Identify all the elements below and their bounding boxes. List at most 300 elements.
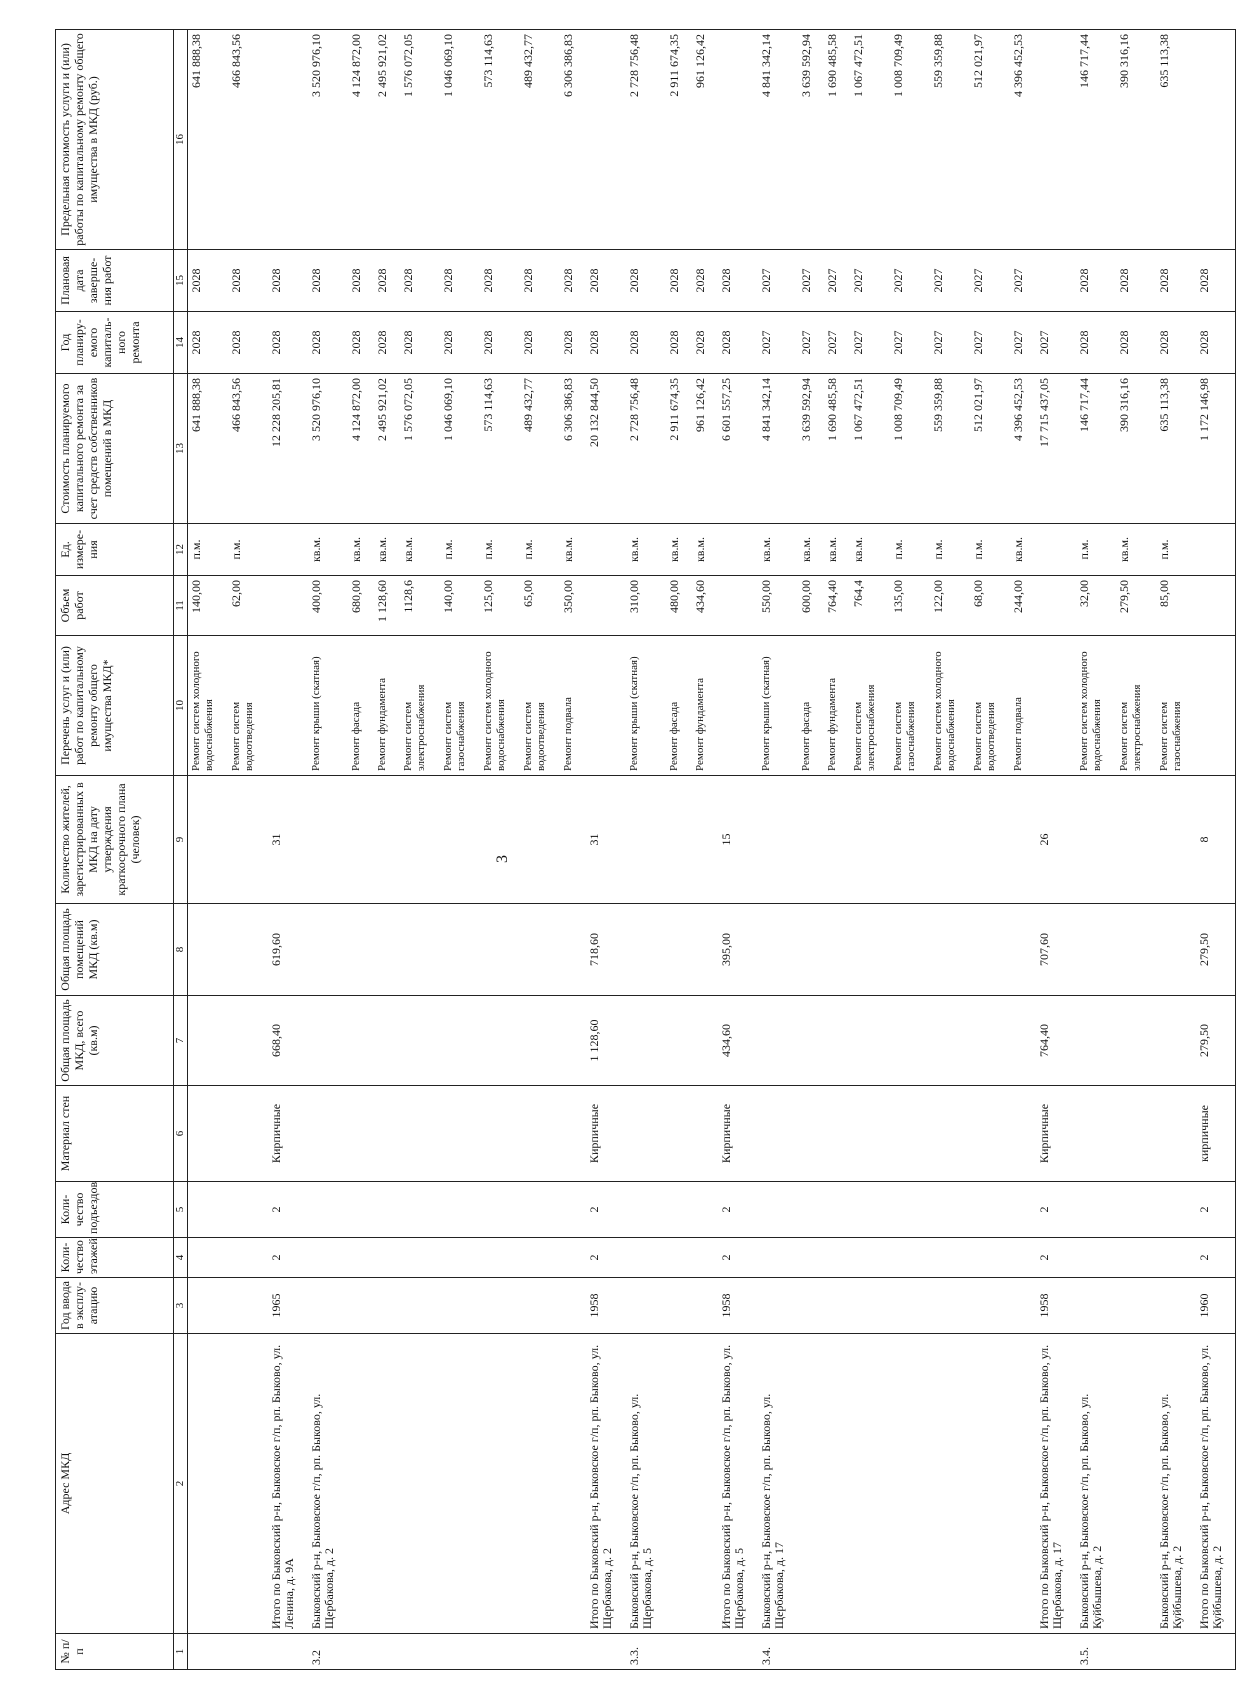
- table-cell-col-1: [440, 1634, 480, 1670]
- table-cell-col-3: [1156, 1278, 1196, 1334]
- table-cell-col-12: кв.м.: [824, 524, 850, 576]
- table-cell-col-15: 2027: [824, 250, 850, 312]
- table-cell-col-3: [480, 1278, 520, 1334]
- table-cell-col-5: [850, 1182, 890, 1238]
- table-cell-col-11: 68,00: [970, 576, 1010, 636]
- table-cell-col-1: [798, 1634, 824, 1670]
- table-cell-col-12: кв.м.: [560, 524, 586, 576]
- table-cell-col-3: [1116, 1278, 1156, 1334]
- table-row: [1036, 30, 1076, 1670]
- table-cell-col-2: [970, 1334, 1010, 1634]
- table-cell-col-12: кв.м.: [374, 524, 400, 576]
- table-cell-col-5: [824, 1182, 850, 1238]
- table-cell-col-16: 641 888,38: [188, 30, 228, 250]
- table-cell-col-1: [188, 1634, 228, 1670]
- table-row: [520, 30, 560, 1670]
- table-cell-col-5: [188, 1182, 228, 1238]
- column-number-cell: 9: [174, 776, 188, 904]
- table-row: [188, 30, 228, 1670]
- table-cell-col-7: [930, 996, 970, 1086]
- table-cell-col-5: [1116, 1182, 1156, 1238]
- table-cell-col-9: [798, 776, 824, 904]
- table-cell-col-14: 2028: [400, 312, 440, 374]
- table-cell-col-12: п.м.: [930, 524, 970, 576]
- table-cell-col-12: кв.м.: [1010, 524, 1036, 576]
- table-cell-col-5: [374, 1182, 400, 1238]
- table-cell-col-6: [1116, 1086, 1156, 1182]
- table-cell-col-4: [1076, 1238, 1116, 1278]
- table-row: [1076, 30, 1116, 1670]
- table-row: [1156, 30, 1196, 1670]
- table-cell-col-14: 2028: [268, 312, 308, 374]
- table-cell-col-11: 1128,6: [400, 576, 440, 636]
- table-cell-col-2: Итого по Быковский р-н, Быковское г/п, рп. Быково, ул. Куйбышева, д. 2: [1196, 1334, 1236, 1634]
- table-cell-col-16: 4 396 452,53: [1010, 30, 1036, 250]
- repair-plan-sheet: [55, 30, 1224, 1670]
- table-cell-col-4: [400, 1238, 440, 1278]
- table-cell-col-11: 310,00: [626, 576, 666, 636]
- table-cell-col-15: 2028: [1116, 250, 1156, 312]
- table-cell-col-5: [1076, 1182, 1116, 1238]
- table-row: [890, 30, 930, 1670]
- table-cell-col-13: 2 495 921,02: [374, 374, 400, 524]
- table-cell-col-2: [666, 1334, 692, 1634]
- table-row: [1116, 30, 1156, 1670]
- table-cell-col-2: [520, 1334, 560, 1634]
- table-cell-col-13: 6 601 557,25: [718, 374, 758, 524]
- table-cell-col-3: [188, 1278, 228, 1334]
- table-cell-col-6: кирпичные: [1196, 1086, 1236, 1182]
- table-cell-col-12: кв.м.: [850, 524, 890, 576]
- table-cell-col-13: 512 021,97: [970, 374, 1010, 524]
- table-cell-col-8: [890, 904, 930, 996]
- table-cell-col-6: [560, 1086, 586, 1182]
- column-number-cell: 3: [174, 1278, 188, 1334]
- table-cell-col-10: Ремонт фасада: [798, 636, 824, 776]
- table-cell-col-13: 1 008 709,49: [890, 374, 930, 524]
- table-cell-col-16: 3 639 592,94: [798, 30, 824, 250]
- table-cell-col-5: [970, 1182, 1010, 1238]
- table-cell-col-2: [228, 1334, 268, 1634]
- page-number: 3: [494, 855, 511, 863]
- table-cell-col-15: 2027: [758, 250, 798, 312]
- table-cell-col-9: [1156, 776, 1196, 904]
- table-cell-col-6: Кирпичные: [268, 1086, 308, 1182]
- table-cell-col-5: [520, 1182, 560, 1238]
- table-cell-col-5: [666, 1182, 692, 1238]
- table-cell-col-2: Итого по Быковский р-н, Быковское г/п, рп. Быково, ул. Щербакова, д. 5: [718, 1334, 758, 1634]
- table-cell-col-15: 2028: [374, 250, 400, 312]
- table-cell-col-9: [666, 776, 692, 904]
- table-cell-col-8: [228, 904, 268, 996]
- table-cell-col-5: [890, 1182, 930, 1238]
- table-cell-col-13: 559 359,88: [930, 374, 970, 524]
- table-cell-col-14: 2028: [692, 312, 718, 374]
- table-cell-col-10: [268, 636, 308, 776]
- table-cell-col-15: 2028: [560, 250, 586, 312]
- table-cell-col-16: 2 495 921,02: [374, 30, 400, 250]
- table-cell-col-4: [890, 1238, 930, 1278]
- table-cell-col-12: [1036, 524, 1076, 576]
- table-cell-col-10: Ремонт крыши (скатная): [626, 636, 666, 776]
- table-cell-col-9: [480, 776, 520, 904]
- column-number-cell: 16: [174, 30, 188, 250]
- table-cell-col-16: 2 911 674,35: [666, 30, 692, 250]
- table-row: [268, 30, 308, 1670]
- table-cell-col-14: 2027: [850, 312, 890, 374]
- table-cell-col-14: 2028: [1076, 312, 1116, 374]
- table-cell-col-4: [228, 1238, 268, 1278]
- table-cell-col-1: [374, 1634, 400, 1670]
- table-row: [692, 30, 718, 1670]
- table-cell-col-14: 2028: [520, 312, 560, 374]
- table-cell-col-12: [586, 524, 626, 576]
- table-cell-col-5: [1156, 1182, 1196, 1238]
- table-cell-col-14: 2028: [308, 312, 348, 374]
- table-cell-col-13: 635 113,38: [1156, 374, 1196, 524]
- table-cell-col-11: 135,00: [890, 576, 930, 636]
- table-cell-col-16: 466 843,56: [228, 30, 268, 250]
- table-cell-col-8: [188, 904, 228, 996]
- table-cell-col-6: [692, 1086, 718, 1182]
- table-cell-col-15: 2028: [718, 250, 758, 312]
- table-cell-col-14: 2027: [890, 312, 930, 374]
- table-cell-col-16: [718, 30, 758, 250]
- table-cell-col-4: 2: [1036, 1238, 1076, 1278]
- table-cell-col-5: [626, 1182, 666, 1238]
- table-cell-col-14: 2028: [188, 312, 228, 374]
- table-cell-col-4: [930, 1238, 970, 1278]
- table-row: [348, 30, 374, 1670]
- table-cell-col-1: [850, 1634, 890, 1670]
- table-cell-col-10: Ремонт фундамента: [692, 636, 718, 776]
- table-cell-col-14: 2028: [348, 312, 374, 374]
- table-cell-col-8: [758, 904, 798, 996]
- table-cell-col-5: [798, 1182, 824, 1238]
- table-cell-col-11: [718, 576, 758, 636]
- table-cell-col-8: [308, 904, 348, 996]
- table-cell-col-13: 641 888,38: [188, 374, 228, 524]
- table-cell-col-8: [930, 904, 970, 996]
- column-number-cell: 7: [174, 996, 188, 1086]
- table-cell-col-4: [692, 1238, 718, 1278]
- table-cell-col-6: Кирпичные: [1036, 1086, 1076, 1182]
- table-cell-col-16: 1 690 485,58: [824, 30, 850, 250]
- table-cell-col-11: 350,00: [560, 576, 586, 636]
- table-cell-col-14: 2028: [626, 312, 666, 374]
- table-cell-col-6: [824, 1086, 850, 1182]
- header-cell: Ед. измере-ния: [56, 524, 174, 576]
- table-cell-col-3: 1965: [268, 1278, 308, 1334]
- table-cell-col-6: [348, 1086, 374, 1182]
- table-row: [666, 30, 692, 1670]
- table-cell-col-13: 1 690 485,58: [824, 374, 850, 524]
- table-cell-col-5: [758, 1182, 798, 1238]
- table-cell-col-9: 15: [718, 776, 758, 904]
- table-cell-col-9: [1010, 776, 1036, 904]
- table-cell-col-13: 1 576 072,05: [400, 374, 440, 524]
- table-body: [188, 30, 1236, 1670]
- table-cell-col-11: 680,00: [348, 576, 374, 636]
- table-cell-col-6: [626, 1086, 666, 1182]
- table-cell-col-16: 961 126,42: [692, 30, 718, 250]
- table-row: [308, 30, 348, 1670]
- column-number-cell: 11: [174, 576, 188, 636]
- table-cell-col-2: [890, 1334, 930, 1634]
- table-cell-col-1: [480, 1634, 520, 1670]
- table-cell-col-15: 2028: [586, 250, 626, 312]
- table-cell-col-5: [480, 1182, 520, 1238]
- table-cell-col-11: 125,00: [480, 576, 520, 636]
- table-cell-col-6: [374, 1086, 400, 1182]
- table-cell-col-9: [1076, 776, 1116, 904]
- table-cell-col-6: [666, 1086, 692, 1182]
- table-cell-col-4: [560, 1238, 586, 1278]
- table-cell-col-9: [440, 776, 480, 904]
- table-cell-col-2: [560, 1334, 586, 1634]
- table-cell-col-12: п.м.: [440, 524, 480, 576]
- table-row: [480, 30, 520, 1670]
- table-cell-col-7: [400, 996, 440, 1086]
- table-cell-col-7: [374, 996, 400, 1086]
- table-cell-col-7: [308, 996, 348, 1086]
- table-cell-col-11: 62,00: [228, 576, 268, 636]
- table-cell-col-12: кв.м.: [758, 524, 798, 576]
- table-cell-col-7: [188, 996, 228, 1086]
- table-cell-col-10: [1196, 636, 1236, 776]
- table-cell-col-8: [798, 904, 824, 996]
- table-cell-col-11: 65,00: [520, 576, 560, 636]
- table-cell-col-2: [440, 1334, 480, 1634]
- table-cell-col-10: Ремонт систем водоотведения: [970, 636, 1010, 776]
- table-cell-col-3: [440, 1278, 480, 1334]
- table-cell-col-10: Ремонт фасада: [348, 636, 374, 776]
- table-cell-col-5: [440, 1182, 480, 1238]
- table-cell-col-16: [1196, 30, 1236, 250]
- table-cell-col-5: 2: [1196, 1182, 1236, 1238]
- table-cell-col-2: [798, 1334, 824, 1634]
- table-cell-col-6: [228, 1086, 268, 1182]
- table-cell-col-11: 600,00: [798, 576, 824, 636]
- table-cell-col-12: п.м.: [1076, 524, 1116, 576]
- table-cell-col-12: кв.м.: [348, 524, 374, 576]
- table-cell-col-6: [400, 1086, 440, 1182]
- table-cell-col-4: 2: [268, 1238, 308, 1278]
- table-cell-col-16: 1 046 069,10: [440, 30, 480, 250]
- table-cell-col-9: [930, 776, 970, 904]
- table-cell-col-4: [798, 1238, 824, 1278]
- table-cell-col-12: п.м.: [890, 524, 930, 576]
- table-cell-col-12: [718, 524, 758, 576]
- table-cell-col-14: 2028: [228, 312, 268, 374]
- table-cell-col-8: [480, 904, 520, 996]
- table-cell-col-12: кв.м.: [666, 524, 692, 576]
- table-row: [1196, 30, 1236, 1670]
- table-cell-col-10: Ремонт крыши (скатная): [758, 636, 798, 776]
- table-cell-col-4: [666, 1238, 692, 1278]
- table-cell-col-3: 1960: [1196, 1278, 1236, 1334]
- table-cell-col-6: [480, 1086, 520, 1182]
- table-cell-col-2: Итого по Быковский р-н, Быковское г/п, рп. Быково, ул. Щербакова, д. 2: [586, 1334, 626, 1634]
- table-cell-col-14: 2028: [480, 312, 520, 374]
- table-cell-col-16: 2 728 756,48: [626, 30, 666, 250]
- table-cell-col-4: [1156, 1238, 1196, 1278]
- table-cell-col-10: [1036, 636, 1076, 776]
- table-cell-col-7: [666, 996, 692, 1086]
- table-cell-col-13: 1 046 069,10: [440, 374, 480, 524]
- table-cell-col-7: 668,40: [268, 996, 308, 1086]
- table-cell-col-15: 2028: [308, 250, 348, 312]
- table-cell-col-8: 395,00: [718, 904, 758, 996]
- table-cell-col-5: 2: [718, 1182, 758, 1238]
- table-cell-col-3: [348, 1278, 374, 1334]
- table-cell-col-10: Ремонт систем газоснабжения: [1156, 636, 1196, 776]
- table-cell-col-9: [758, 776, 798, 904]
- table-cell-col-15: 2028: [188, 250, 228, 312]
- table-cell-col-12: п.м.: [1156, 524, 1196, 576]
- table-cell-col-5: 2: [268, 1182, 308, 1238]
- table-cell-col-1: 3.5.: [1076, 1634, 1116, 1670]
- table-cell-col-3: [626, 1278, 666, 1334]
- table-cell-col-13: 3 520 976,10: [308, 374, 348, 524]
- table-cell-col-4: [308, 1238, 348, 1278]
- table-cell-col-9: 31: [586, 776, 626, 904]
- table-cell-col-6: [798, 1086, 824, 1182]
- table-cell-col-9: [520, 776, 560, 904]
- table-cell-col-7: [1156, 996, 1196, 1086]
- table-cell-col-9: [890, 776, 930, 904]
- table-cell-col-16: 559 359,88: [930, 30, 970, 250]
- table-cell-col-11: 244,00: [1010, 576, 1036, 636]
- table-cell-col-13: 573 114,63: [480, 374, 520, 524]
- table-cell-col-10: Ремонт систем электроснабжения: [400, 636, 440, 776]
- table-cell-col-2: [1116, 1334, 1156, 1634]
- table-cell-col-11: [268, 576, 308, 636]
- table-cell-col-13: 961 126,42: [692, 374, 718, 524]
- table-cell-col-1: [970, 1634, 1010, 1670]
- table-cell-col-4: [374, 1238, 400, 1278]
- table-row: [228, 30, 268, 1670]
- table-cell-col-10: Ремонт систем электроснабжения: [1116, 636, 1156, 776]
- table-cell-col-2: [480, 1334, 520, 1634]
- table-cell-col-2: [930, 1334, 970, 1634]
- table-cell-col-15: 2028: [440, 250, 480, 312]
- table-cell-col-2: Итого по Быковский р-н, Быковское г/п, рп. Быково, ул. Ленина, д. 9А: [268, 1334, 308, 1634]
- table-cell-col-2: [824, 1334, 850, 1634]
- table-cell-col-7: 434,60: [718, 996, 758, 1086]
- header-cell: Общая площадь помещений МКД (кв.м): [56, 904, 174, 996]
- table-cell-col-2: Итого по Быковский р-н, Быковское г/п, рп. Быково, ул. Щербакова, д. 17: [1036, 1334, 1076, 1634]
- table-cell-col-1: 3.3.: [626, 1634, 666, 1670]
- table-cell-col-13: 6 306 386,83: [560, 374, 586, 524]
- table-cell-col-3: [824, 1278, 850, 1334]
- table-cell-col-10: Ремонт систем газоснабжения: [890, 636, 930, 776]
- table-cell-col-14: 2027: [758, 312, 798, 374]
- table-cell-col-8: [440, 904, 480, 996]
- table-cell-col-2: [850, 1334, 890, 1634]
- table-cell-col-9: [400, 776, 440, 904]
- table-cell-col-7: [480, 996, 520, 1086]
- table-cell-col-13: 1 172 146,98: [1196, 374, 1236, 524]
- table-cell-col-1: 3.4.: [758, 1634, 798, 1670]
- table-cell-col-14: 2027: [798, 312, 824, 374]
- table-cell-col-6: [1156, 1086, 1196, 1182]
- table-cell-col-6: [758, 1086, 798, 1182]
- table-cell-col-7: [440, 996, 480, 1086]
- table-row: [718, 30, 758, 1670]
- table-cell-col-5: [400, 1182, 440, 1238]
- table-cell-col-3: [560, 1278, 586, 1334]
- table-cell-col-1: 3.2: [308, 1634, 348, 1670]
- table-cell-col-8: 707,60: [1036, 904, 1076, 996]
- table-cell-col-3: [798, 1278, 824, 1334]
- table-cell-col-3: [758, 1278, 798, 1334]
- column-number-row: [174, 30, 188, 1670]
- table-cell-col-9: [188, 776, 228, 904]
- table-cell-col-6: Кирпичные: [718, 1086, 758, 1182]
- table-cell-col-13: 489 432,77: [520, 374, 560, 524]
- table-cell-col-11: [1196, 576, 1236, 636]
- table-cell-col-10: Ремонт систем холодного водоснабжения: [480, 636, 520, 776]
- table-cell-col-7: [798, 996, 824, 1086]
- table-cell-col-5: 2: [586, 1182, 626, 1238]
- table-cell-col-2: Быковский р-н, Быковское г/п, рп. Быково, ул. Щербакова, д. 17: [758, 1334, 798, 1634]
- table-cell-col-8: [970, 904, 1010, 996]
- table-cell-col-5: 2: [1036, 1182, 1076, 1238]
- table-cell-col-3: [308, 1278, 348, 1334]
- table-cell-col-8: 718,60: [586, 904, 626, 996]
- table-cell-col-14: 2028: [666, 312, 692, 374]
- table-cell-col-2: Быковский р-н, Быковское г/п, рп. Быково, ул. Куйбышева, д. 2: [1076, 1334, 1116, 1634]
- table-cell-col-14: 2028: [374, 312, 400, 374]
- table-row: [798, 30, 824, 1670]
- table-cell-col-14: 2028: [440, 312, 480, 374]
- table-cell-col-4: [626, 1238, 666, 1278]
- table-cell-col-15: 2027: [850, 250, 890, 312]
- header-cell: Адрес МКД: [56, 1334, 174, 1634]
- table-cell-col-15: 2028: [1156, 250, 1196, 312]
- table-cell-col-3: 1958: [586, 1278, 626, 1334]
- table-row: [400, 30, 440, 1670]
- table-cell-col-14: 2028: [1116, 312, 1156, 374]
- table-cell-col-16: [586, 30, 626, 250]
- table-cell-col-7: [850, 996, 890, 1086]
- table-cell-col-16: 489 432,77: [520, 30, 560, 250]
- header-cell: Материал стен: [56, 1086, 174, 1182]
- table-cell-col-10: Ремонт фундамента: [374, 636, 400, 776]
- table-cell-col-8: [560, 904, 586, 996]
- table-cell-col-1: [1196, 1634, 1236, 1670]
- table-cell-col-14: 2028: [560, 312, 586, 374]
- table-cell-col-4: [1010, 1238, 1036, 1278]
- table-cell-col-13: 20 132 844,50: [586, 374, 626, 524]
- table-cell-col-13: 4 841 342,14: [758, 374, 798, 524]
- table-cell-col-11: 32,00: [1076, 576, 1116, 636]
- table-cell-col-5: [930, 1182, 970, 1238]
- table-cell-col-1: [520, 1634, 560, 1670]
- table-cell-col-9: [308, 776, 348, 904]
- header-cell: Год ввода в эксплу-атацию: [56, 1278, 174, 1334]
- table-cell-col-16: 1 008 709,49: [890, 30, 930, 250]
- table-cell-col-4: 2: [1196, 1238, 1236, 1278]
- table-cell-col-15: 2027: [970, 250, 1010, 312]
- table-cell-col-13: 2 911 674,35: [666, 374, 692, 524]
- table-cell-col-8: [1076, 904, 1116, 996]
- table-cell-col-9: 31: [268, 776, 308, 904]
- table-cell-col-12: п.м.: [480, 524, 520, 576]
- table-cell-col-16: 146 717,44: [1076, 30, 1116, 250]
- table-cell-col-10: [586, 636, 626, 776]
